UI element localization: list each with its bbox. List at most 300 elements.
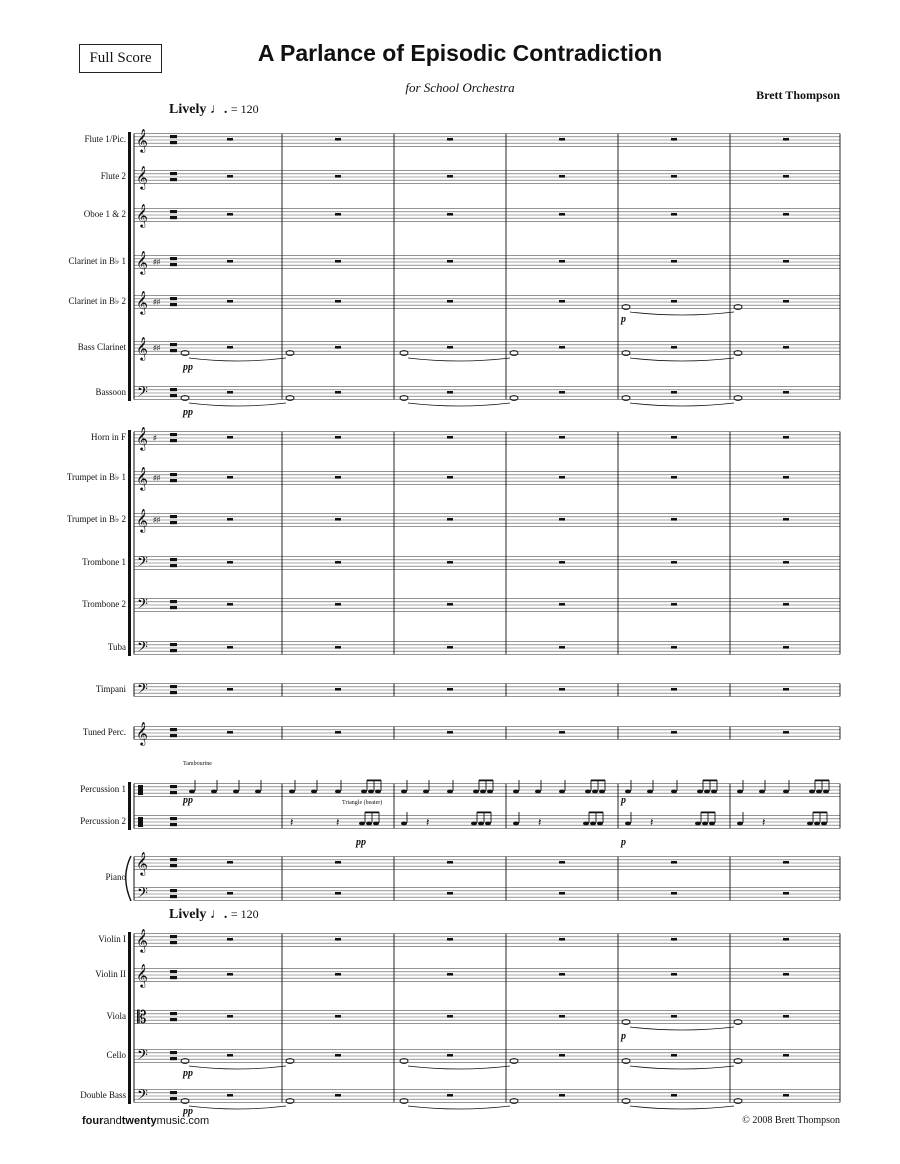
instrument-label: Bass Clarinet [77, 342, 126, 352]
whole-rest [559, 175, 565, 178]
staff [134, 472, 840, 485]
eighth-note [809, 790, 815, 794]
whole-rest [447, 1054, 453, 1057]
tie [408, 1106, 510, 1109]
tempo-marking-strings: Lively ♩. = 120 [169, 907, 259, 922]
eighth-note [597, 822, 603, 826]
note-beam [701, 812, 715, 814]
whole-rest [227, 260, 233, 263]
quarter-rest: 𝄽 [426, 817, 430, 829]
whole-rest [447, 646, 453, 649]
eighth-note [583, 822, 589, 826]
dynamic-marking: p [621, 1031, 626, 1042]
instrument-label: Percussion 2 [80, 816, 126, 826]
whole-rest [559, 518, 565, 521]
treble-clef-icon: 𝄞 [136, 252, 148, 274]
instrument-label: Tuba [107, 642, 126, 652]
eighth-note [478, 822, 484, 826]
eighth-note [375, 790, 381, 794]
time-signature-mark [170, 606, 177, 609]
bass-clef-icon: 𝄢 [137, 596, 148, 615]
time-signature-mark [170, 388, 177, 391]
whole-rest [671, 1015, 677, 1018]
tie [189, 403, 286, 406]
tie [630, 1106, 734, 1109]
instrument-label: Double Bass [80, 1090, 126, 1100]
tie [408, 403, 510, 406]
eighth-note [695, 822, 701, 826]
whole-rest [227, 1015, 233, 1018]
whole-rest [783, 1094, 789, 1097]
whole-rest [335, 861, 341, 864]
whole-rest [559, 561, 565, 564]
whole-rest [335, 260, 341, 263]
quarter-rest: 𝄽 [290, 817, 294, 829]
whole-rest [227, 1054, 233, 1057]
eighth-note [807, 822, 813, 826]
treble-clef-icon: 𝄞 [136, 338, 148, 360]
staff [134, 432, 840, 445]
time-signature-mark [170, 257, 177, 260]
quarter-note [311, 790, 317, 794]
whole-rest [227, 938, 233, 941]
composer-name: Brett Thompson [756, 88, 840, 102]
percussion-clef-icon [138, 785, 143, 795]
instrument-label: Piano [105, 872, 126, 882]
system-bracket [128, 932, 131, 1104]
whole-rest [783, 1054, 789, 1057]
score-subtitle: for School Orchestra [405, 80, 515, 95]
whole-rest [335, 892, 341, 895]
whole-rest [335, 603, 341, 606]
instrument-label: Violin II [95, 969, 126, 979]
whole-rest [783, 436, 789, 439]
quarter-note [647, 790, 653, 794]
staff [134, 134, 840, 147]
whole-rest [559, 731, 565, 734]
whole-rest [671, 603, 677, 606]
whole-rest [671, 260, 677, 263]
system-bracket [128, 132, 131, 401]
time-signature-mark [170, 394, 177, 397]
whole-rest [227, 300, 233, 303]
key-signature: ♯ [153, 434, 157, 442]
quarter-note [255, 790, 261, 794]
time-signature-mark [170, 343, 177, 346]
time-signature-mark [170, 817, 177, 820]
whole-rest [559, 436, 565, 439]
time-signature-mark [170, 649, 177, 652]
time-signature-mark [170, 216, 177, 219]
whole-rest [227, 436, 233, 439]
bass-clef-icon: 𝄢 [137, 681, 148, 700]
whole-rest [671, 861, 677, 864]
eighth-note [821, 822, 827, 826]
treble-clef-icon: 𝄞 [136, 723, 148, 745]
staff [134, 857, 840, 870]
time-signature-mark [170, 728, 177, 731]
whole-rest [559, 892, 565, 895]
system-bracket [128, 782, 131, 830]
staff [134, 684, 840, 697]
whole-rest [559, 1054, 565, 1057]
whole-rest [335, 138, 341, 141]
whole-rest [447, 688, 453, 691]
time-signature-mark [170, 297, 177, 300]
time-signature-mark [170, 970, 177, 973]
whole-rest [335, 1015, 341, 1018]
time-signature-mark [170, 889, 177, 892]
staff [134, 969, 840, 982]
note-beam [591, 780, 605, 782]
eighth-note [359, 822, 365, 826]
instrument-label: Tuned Perc. [82, 727, 126, 737]
whole-rest [783, 688, 789, 691]
time-signature-mark [170, 643, 177, 646]
time-signature-mark [170, 564, 177, 567]
tie [630, 312, 734, 315]
staff [134, 557, 840, 570]
whole-rest [783, 1015, 789, 1018]
whole-rest [671, 436, 677, 439]
dotted-quarter-note-icon: ♩. [209, 907, 228, 922]
quarter-rest: 𝄽 [336, 817, 340, 829]
whole-rest [227, 973, 233, 976]
whole-rest [335, 391, 341, 394]
instrument-label: Viola [106, 1011, 126, 1021]
whole-rest [227, 688, 233, 691]
staff [134, 934, 840, 947]
time-signature-mark [170, 785, 177, 788]
whole-rest [227, 138, 233, 141]
bass-clef-icon: 𝄢 [137, 639, 148, 658]
dynamic-marking: pp [183, 407, 193, 418]
whole-rest [671, 300, 677, 303]
treble-clef-icon: 𝄞 [136, 965, 148, 987]
whole-rest [671, 476, 677, 479]
instrument-label: Clarinet in B♭ 1 [68, 256, 126, 266]
quarter-note [513, 790, 519, 794]
key-signature: ♯♯ [153, 344, 160, 352]
note-beam [703, 780, 717, 782]
whole-rest [335, 938, 341, 941]
eighth-note [485, 822, 491, 826]
eighth-note [366, 822, 372, 826]
whole-rest [227, 861, 233, 864]
eighth-note [704, 790, 710, 794]
whole-rest [227, 391, 233, 394]
whole-rest [783, 518, 789, 521]
tie [408, 358, 510, 361]
whole-rest [447, 518, 453, 521]
tempo-word: Lively [169, 102, 207, 117]
dynamic-marking: p [621, 314, 626, 325]
whole-rest [559, 346, 565, 349]
whole-rest [447, 213, 453, 216]
whole-rest [671, 1094, 677, 1097]
treble-clef-icon: 𝄞 [136, 130, 148, 152]
alto-clef-icon: 𝄡 [137, 1008, 147, 1027]
staff [134, 784, 840, 797]
time-signature-mark [170, 303, 177, 306]
whole-rest [227, 603, 233, 606]
tempo-value: 120 [240, 907, 259, 921]
whole-rest [783, 731, 789, 734]
quarter-note [625, 790, 631, 794]
whole-rest [671, 175, 677, 178]
whole-rest [335, 476, 341, 479]
whole-rest [335, 346, 341, 349]
whole-rest [447, 892, 453, 895]
whole-rest [671, 138, 677, 141]
whole-rest [671, 688, 677, 691]
whole-rest [447, 476, 453, 479]
time-signature-mark [170, 178, 177, 181]
staff [134, 888, 840, 901]
whole-rest [335, 518, 341, 521]
whole-rest [783, 213, 789, 216]
whole-rest [783, 346, 789, 349]
quarter-note [401, 790, 407, 794]
whole-rest [559, 938, 565, 941]
time-signature-mark [170, 1097, 177, 1100]
eighth-note [702, 822, 708, 826]
whole-rest [783, 138, 789, 141]
whole-rest [335, 731, 341, 734]
eighth-note [361, 790, 367, 794]
tie [630, 403, 734, 406]
whole-rest [783, 561, 789, 564]
time-signature-mark [170, 1057, 177, 1060]
tempo-value: 120 [240, 102, 259, 116]
whole-rest [335, 1094, 341, 1097]
dynamic-marking: pp [183, 1106, 193, 1117]
eighth-note [480, 790, 486, 794]
whole-rest [671, 938, 677, 941]
time-signature-mark [170, 864, 177, 867]
eighth-note [487, 790, 493, 794]
treble-clef-icon: 𝄞 [136, 428, 148, 450]
time-signature-mark [170, 473, 177, 476]
whole-rest [335, 561, 341, 564]
whole-rest [783, 603, 789, 606]
time-signature-mark [170, 976, 177, 979]
quarter-note [759, 790, 765, 794]
logo-part: and [103, 1115, 122, 1127]
time-signature-mark [170, 1012, 177, 1015]
whole-rest [671, 1054, 677, 1057]
whole-rest [559, 476, 565, 479]
whole-rest [559, 1094, 565, 1097]
time-signature-mark [170, 941, 177, 944]
whole-rest [559, 688, 565, 691]
whole-rest [335, 973, 341, 976]
whole-rest [335, 646, 341, 649]
quarter-note [447, 790, 453, 794]
staff [134, 599, 840, 612]
whole-rest [227, 892, 233, 895]
whole-rest [559, 646, 565, 649]
treble-clef-icon: 𝄞 [136, 510, 148, 532]
system-bracket [128, 430, 131, 656]
whole-rest [335, 175, 341, 178]
time-signature-mark [170, 141, 177, 144]
time-signature-mark [170, 685, 177, 688]
whole-rest [559, 861, 565, 864]
time-signature-mark [170, 135, 177, 138]
bass-clef-icon: 𝄢 [137, 1047, 148, 1066]
eighth-note [814, 822, 820, 826]
whole-rest [783, 260, 789, 263]
time-signature-mark [170, 600, 177, 603]
key-signature: ♯♯ [153, 516, 160, 524]
whole-rest [227, 646, 233, 649]
time-signature-mark [170, 210, 177, 213]
staff [134, 514, 840, 527]
note-beam [367, 780, 381, 782]
time-signature-mark [170, 791, 177, 794]
time-signature-mark [170, 349, 177, 352]
time-signature-mark [170, 433, 177, 436]
quarter-note [783, 790, 789, 794]
quarter-note [535, 790, 541, 794]
whole-rest [447, 731, 453, 734]
dynamic-marking: p [621, 837, 626, 848]
tie [408, 1066, 510, 1069]
whole-rest [671, 646, 677, 649]
dynamic-marking: pp [183, 795, 193, 806]
note-beam [477, 812, 491, 814]
whole-rest [447, 938, 453, 941]
treble-clef-icon: 𝄞 [136, 167, 148, 189]
whole-rest [447, 973, 453, 976]
whole-rest [559, 213, 565, 216]
publisher-logo [82, 1115, 209, 1127]
quarter-note [559, 790, 565, 794]
instrument-label: Horn in F [90, 432, 126, 442]
whole-rest [783, 476, 789, 479]
whole-rest [447, 346, 453, 349]
whole-rest [335, 436, 341, 439]
quarter-note [737, 822, 743, 826]
whole-rest [671, 561, 677, 564]
whole-rest [447, 561, 453, 564]
tie [189, 1066, 286, 1069]
instrument-label: Bassoon [95, 387, 126, 397]
quarter-note [625, 822, 631, 826]
copyright-notice: © 2008 Brett Thompson [742, 1115, 840, 1126]
time-signature-mark [170, 691, 177, 694]
quarter-rest: 𝄽 [762, 817, 766, 829]
quarter-note [233, 790, 239, 794]
whole-rest [559, 391, 565, 394]
tie [630, 358, 734, 361]
time-signature-mark [170, 734, 177, 737]
key-signature: ♯♯ [153, 474, 160, 482]
instrument-label: Percussion 1 [80, 784, 126, 794]
note-beam [365, 812, 379, 814]
instrument-label: Flute 1/Pic. [84, 134, 126, 144]
tie [630, 1027, 734, 1030]
percussion-instrument-note: Tambourine [183, 761, 212, 767]
whole-rest [783, 892, 789, 895]
time-signature-mark [170, 1018, 177, 1021]
time-signature-mark [170, 858, 177, 861]
whole-rest [447, 300, 453, 303]
whole-rest [227, 476, 233, 479]
whole-rest [447, 436, 453, 439]
eighth-note [585, 790, 591, 794]
dynamic-marking: pp [183, 1068, 193, 1079]
whole-rest [559, 300, 565, 303]
eighth-note [471, 822, 477, 826]
instrument-label: Trombone 2 [82, 599, 126, 609]
whole-rest [783, 391, 789, 394]
bass-clef-icon: 𝄢 [137, 554, 148, 573]
eighth-note [590, 822, 596, 826]
whole-rest [671, 892, 677, 895]
note-beam [813, 812, 827, 814]
quarter-note [423, 790, 429, 794]
whole-rest [227, 213, 233, 216]
staff [134, 642, 840, 655]
treble-clef-icon: 𝄞 [136, 468, 148, 490]
eighth-note [599, 790, 605, 794]
tie [630, 1066, 734, 1069]
whole-rest [227, 1094, 233, 1097]
instrument-label: Trumpet in B♭ 1 [66, 472, 126, 482]
whole-rest [335, 213, 341, 216]
whole-rest [447, 175, 453, 178]
time-signature-mark [170, 823, 177, 826]
eighth-note [711, 790, 717, 794]
key-signature: ♯♯ [153, 298, 160, 306]
logo-part: twenty [121, 1115, 157, 1127]
whole-rest [783, 300, 789, 303]
eighth-note [709, 822, 715, 826]
treble-clef-icon: 𝄞 [136, 853, 148, 875]
whole-rest [671, 973, 677, 976]
quarter-rest: 𝄽 [538, 817, 542, 829]
whole-rest [447, 260, 453, 263]
quarter-note [401, 822, 407, 826]
dynamic-marking: pp [183, 362, 193, 373]
time-signature-mark [170, 439, 177, 442]
eighth-note [592, 790, 598, 794]
eighth-note [697, 790, 703, 794]
dynamic-marking: p [621, 795, 626, 806]
edition-label-box: Full Score [79, 44, 162, 73]
note-beam [815, 780, 829, 782]
time-signature-mark [170, 479, 177, 482]
time-signature-mark [170, 935, 177, 938]
treble-clef-icon: 𝄞 [136, 205, 148, 227]
note-beam [479, 780, 493, 782]
staff [134, 209, 840, 222]
whole-rest [447, 391, 453, 394]
tempo-word: Lively [169, 907, 207, 922]
instrument-label: Clarinet in B♭ 2 [68, 296, 126, 306]
bass-clef-icon: 𝄢 [137, 384, 148, 403]
whole-rest [559, 603, 565, 606]
quarter-rest: 𝄽 [650, 817, 654, 829]
time-signature-mark [170, 515, 177, 518]
whole-rest [671, 346, 677, 349]
note-beam [589, 812, 603, 814]
time-signature-mark [170, 1091, 177, 1094]
instrument-label: Timpani [95, 684, 126, 694]
quarter-note [335, 790, 341, 794]
